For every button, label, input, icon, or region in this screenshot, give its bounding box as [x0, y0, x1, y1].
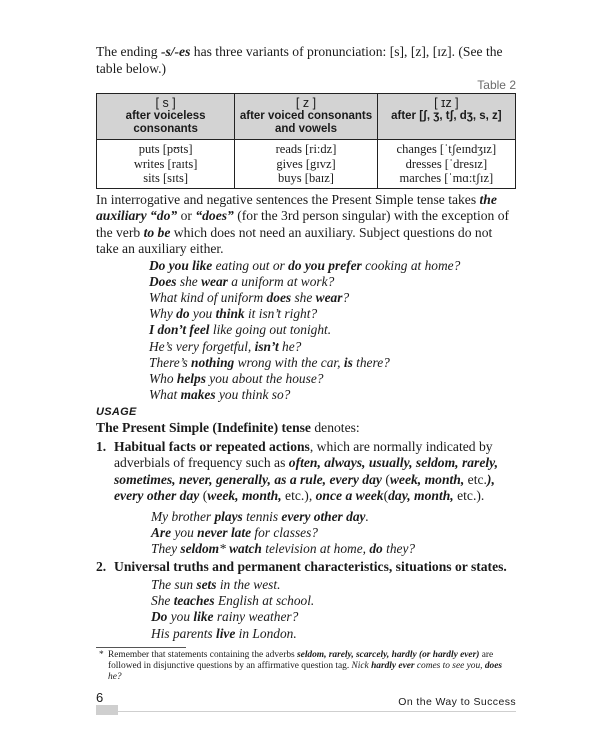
example-sentence [151, 509, 516, 525]
header-label: after voiceless consonants [125, 110, 206, 135]
denotes-bold: The Present Simple (Indefinite) tense [96, 420, 311, 436]
header-symbol: [ ɪz ] [434, 96, 459, 110]
example-sentence [151, 626, 516, 642]
denotes-line [96, 420, 516, 437]
page-number [96, 690, 118, 710]
usage-heading: USAGE [96, 406, 137, 419]
item-emphasis: every other day [114, 488, 200, 504]
item-emphasis: week, month, [389, 471, 465, 487]
example-text: ? [342, 289, 350, 305]
example-word: buys [baɪz] [278, 171, 334, 185]
example-sentence [149, 306, 516, 322]
example-text: a uniform at work? [227, 273, 335, 289]
item-text: etc. [464, 471, 487, 487]
example-word: puts [pʊts] [138, 142, 193, 156]
header-symbol: [ s ] [155, 96, 176, 110]
example-emphasis: does [266, 289, 292, 305]
example-emphasis: do [176, 306, 190, 322]
example-emphasis: never late [197, 525, 252, 541]
example-emphasis: Are [151, 525, 172, 541]
example-emphasis: like [193, 609, 214, 625]
example-text: . [365, 508, 369, 524]
example-emphasis: isn’t [254, 338, 279, 354]
example-sentence [149, 387, 516, 403]
example-sentence [149, 371, 516, 387]
example-text: She [151, 593, 174, 609]
example-text: cooking at home? [361, 257, 461, 273]
footnote [96, 650, 516, 684]
example-word: writes [raɪts] [133, 156, 198, 171]
example-text: you about the house? [205, 370, 324, 386]
example-text: she [291, 289, 316, 305]
example-emphasis: makes [180, 387, 216, 403]
item-emphasis: often, always, usually, seldom, rarely, sometimes, never, generally, as a rule, every day [114, 455, 499, 487]
item-text: , which are normally indicated by adverbials of frequency such as [114, 438, 493, 471]
footnote-emphasis: does [484, 660, 503, 671]
example-emphasis: sets [196, 576, 217, 592]
example-emphasis: Do [151, 609, 168, 625]
example-sentence [149, 322, 516, 338]
example-text: Who [149, 370, 177, 386]
item-number: 1. [96, 438, 107, 454]
item-text: etc.), [281, 488, 316, 504]
intro-text-2: has three variants of pronunciation: [s], [z], [ɪz]. (See the table below.) [96, 44, 503, 76]
footnote-divider [96, 647, 186, 648]
example-sentence [151, 577, 516, 593]
para-text: In interrogative and negative sentences the Present Simple tense takes [96, 191, 480, 207]
example-emphasis: think [215, 306, 245, 322]
page-number-text: 6 [96, 690, 104, 705]
pronunciation-table [96, 93, 516, 189]
intro-paragraph [96, 44, 516, 77]
example-text: you [171, 525, 198, 541]
para-emphasis: the auxiliary “do” [96, 191, 497, 223]
footnote-italic: Nick [351, 660, 372, 671]
running-footer: On the Way to Success [398, 696, 516, 708]
usage-item-2-examples [151, 577, 516, 642]
item-text: etc.). [453, 488, 485, 504]
para-text: (for the 3rd person singular) with the exception of the verb [96, 208, 510, 240]
example-sentence [151, 541, 516, 557]
example-text: eating out or [212, 257, 289, 273]
example-text: there? [352, 354, 390, 370]
example-text: English at school. [214, 593, 315, 609]
table-caption: Table 2 [477, 78, 516, 92]
table-header-cell [235, 94, 377, 140]
example-text: you [189, 306, 216, 322]
example-word: gives [gɪvz] [276, 156, 336, 171]
example-emphasis: Does [149, 273, 177, 289]
usage-item-1 [96, 439, 516, 558]
example-text: The sun [151, 576, 197, 592]
example-word: marches [ˈmɑ:tʃɪz] [399, 171, 494, 185]
example-emphasis: watch [229, 541, 262, 557]
item-emphasis: day, month, [388, 488, 454, 504]
item-emphasis: once a week [315, 488, 384, 504]
example-text: it isn’t right? [244, 306, 318, 322]
footnote-emphasis: hardly ever [371, 660, 415, 671]
example-text: His parents [151, 625, 216, 641]
example-sentence [151, 525, 516, 541]
example-text: like going out tonight. [209, 322, 332, 338]
footnote-text: Remember that statements containing the adverbs [108, 649, 298, 660]
example-word: dresses [ˈdresɪz] [405, 156, 488, 171]
example-emphasis: helps [176, 370, 206, 386]
para-emphasis: “does” [195, 208, 234, 223]
intro-ending: -s/-es [160, 44, 191, 59]
example-sentence [149, 339, 516, 355]
example-emphasis: every other day [281, 508, 366, 524]
denotes-text: denotes: [310, 420, 360, 436]
example-text: they? [382, 541, 416, 557]
example-emphasis: Do you like [149, 257, 213, 273]
example-emphasis: do [369, 541, 383, 557]
page-number-bar [96, 705, 118, 715]
example-text: she [176, 273, 202, 289]
header-symbol: [ z ] [295, 96, 317, 110]
item-text: ( [381, 471, 390, 487]
example-emphasis: wear [201, 273, 228, 289]
usage-item-text [114, 439, 516, 505]
example-text: television at home, [261, 541, 370, 557]
example-word: changes [ˈtʃeɪndʒɪz] [396, 142, 497, 156]
example-text: My brother [151, 508, 215, 524]
example-text: What kind of uniform [149, 289, 267, 305]
example-emphasis: plays [214, 508, 243, 524]
footnote-italic: comes to see you, [414, 660, 485, 671]
para-text: which does not need an auxiliary. Subject questions do not take an auxiliary either. [96, 224, 493, 256]
example-text: They [151, 541, 181, 557]
usage-item-2 [96, 559, 516, 641]
example-text: rainy weather? [213, 609, 299, 625]
example-text: tennis [242, 508, 282, 524]
example-word: reads [ri:dz] [275, 142, 337, 156]
intro-text-1: The ending [96, 44, 161, 59]
example-emphasis: teaches [173, 593, 215, 609]
table-header-row [97, 94, 516, 140]
page-body [96, 44, 516, 683]
example-text: He’s very forgetful, [149, 338, 255, 354]
usage-item-1-examples [151, 509, 516, 558]
item-text: ( [199, 488, 208, 504]
example-text: in London. [235, 625, 297, 641]
example-text: There’s [149, 354, 192, 370]
item-emphasis: ), [486, 471, 495, 487]
example-sentence [149, 258, 516, 274]
example-sentence [149, 355, 516, 371]
footnote-italic: he? [108, 672, 122, 683]
example-text: wrong with the car, [234, 354, 344, 370]
example-emphasis: I don’t feel [149, 322, 210, 338]
header-label: after voiced consonants and vowels [239, 110, 373, 135]
example-text: in the west. [216, 576, 281, 592]
table-cell [377, 140, 515, 189]
item-bold: Habitual facts or repeated actions [114, 438, 310, 454]
example-text: * [219, 541, 230, 557]
footnote-marker: * [99, 649, 104, 660]
example-emphasis: is [343, 354, 353, 370]
example-text: you [167, 609, 194, 625]
example-sentence [151, 593, 516, 609]
header-label: after [ʃ, ʒ, tʃ, dʒ, s, z] [391, 110, 502, 122]
example-text: What [149, 387, 181, 403]
example-emphasis: do you prefer [288, 257, 362, 273]
example-sentence [149, 274, 516, 290]
example-word: sits [sɪts] [143, 171, 189, 185]
table-cell [235, 140, 377, 189]
auxiliary-paragraph [96, 192, 516, 258]
example-emphasis: live [215, 625, 236, 641]
example-text: he? [278, 338, 302, 354]
example-emphasis: seldom [180, 541, 220, 557]
para-text: or [177, 208, 196, 223]
example-sentence [149, 290, 516, 306]
item-emphasis: week, month, [207, 488, 282, 504]
example-text: Why [149, 306, 177, 322]
table-header-cell [97, 94, 235, 140]
example-emphasis: nothing [191, 354, 235, 370]
para-emphasis: to be [143, 224, 171, 240]
example-emphasis: wear [315, 289, 343, 305]
table-header-cell [377, 94, 515, 140]
footnote-text: are followed in disjunctive questions by an affirmative question tag. [108, 649, 494, 671]
table-body-row [97, 140, 516, 189]
table-cell [97, 140, 235, 189]
usage-item-text [114, 559, 516, 576]
example-sentence [151, 609, 516, 625]
footer-rule [96, 711, 516, 712]
item-number: 2. [96, 559, 107, 575]
item-bold: Universal truths and permanent characteristics, situations or states. [114, 559, 507, 575]
item-text: ( [383, 488, 389, 504]
example-text: you think so? [215, 387, 291, 403]
examples-list [149, 258, 516, 404]
footnote-emphasis: seldom, rarely, scarcely, hardly (or hardly ever) [297, 649, 480, 660]
example-text: for classes? [251, 525, 319, 541]
